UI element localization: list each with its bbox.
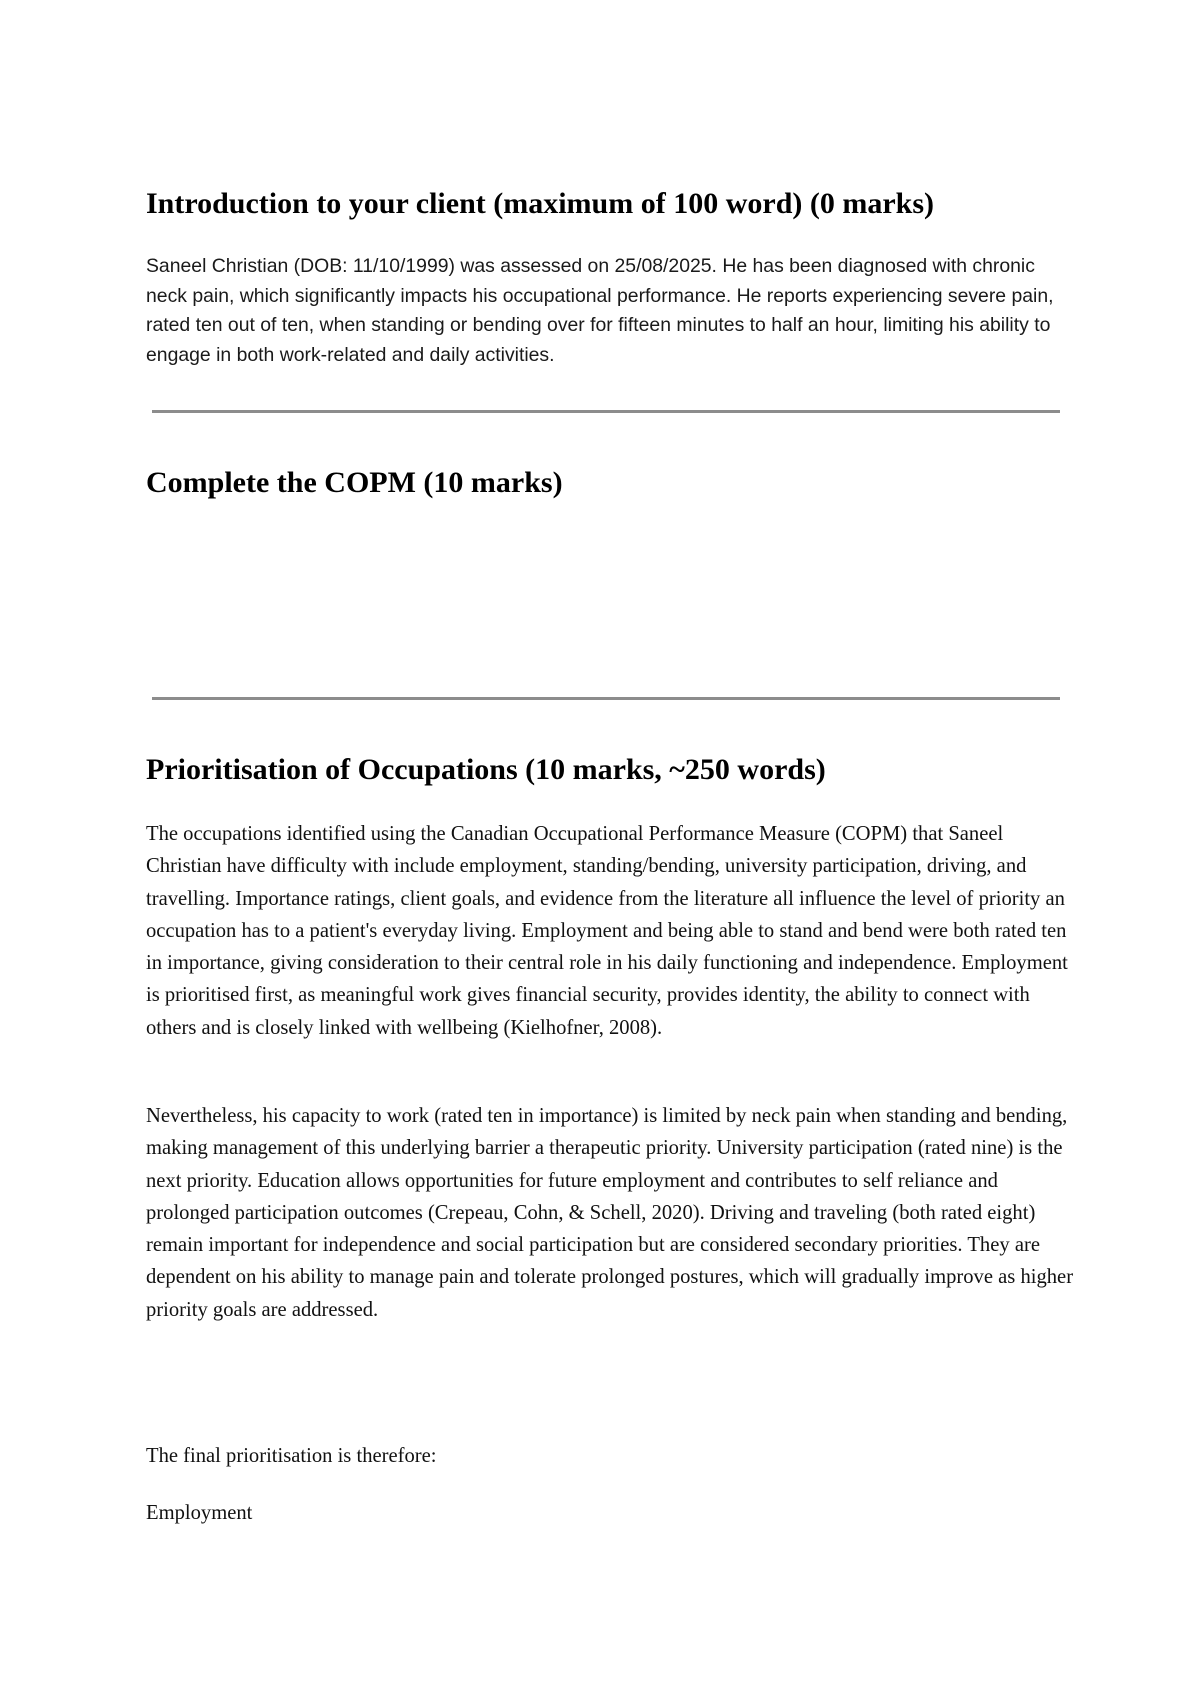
intro-heading: Introduction to your client (maximum of 100 word) (0 marks) <box>146 187 935 220</box>
final-list-item: Employment <box>146 1502 253 1524</box>
section-divider <box>152 410 1060 413</box>
section-divider <box>152 697 1060 700</box>
prioritisation-paragraph-1: The occupations identified using the Canadian Occupational Performance Measure (COPM) that Saneel Christian have difficulty with include employment, standing/bending, university participation, driving, and travelling. Importance ratings, client goals, and evidence from the literature all influence the level of priority an occupation has to a patient's everyday living. Employment and being able to stand and bend were both rated ten in importance, giving consideration to their central role in his daily functioning and independence. Employment is prioritised first, as meaningful work gives financial security, provides identity, the ability to connect with others and is closely linked with wellbeing (Kielhofner, 2008). <box>146 823 1068 1039</box>
intro-paragraph: Saneel Christian (DOB: 11/10/1999) was assessed on 25/08/2025. He has been diagnosed with chronic neck pain, which significantly impacts his occupational performance. He reports experiencing severe pain, rated ten out of ten, when standing or bending over for fifteen minutes to half an hour, limiting his ability to engage in both work-related and daily activities. <box>146 255 1054 366</box>
prioritisation-heading: Prioritisation of Occupations (10 marks, ~250 words) <box>146 753 826 786</box>
prioritisation-paragraph-2: Nevertheless, his capacity to work (rated ten in importance) is limited by neck pain when standing and bending, making management of this underlying barrier a therapeutic priority. University participation (rated nine) is the next priority. Education allows opportunities for future employment and contributes to self reliance and prolonged participation outcomes (Crepeau, Cohn, & Schell, 2020). Driving and traveling (both rated eight) remain important for independence and social participation but are considered secondary priorities. They are dependent on his ability to manage pain and tolerate prolonged postures, which will gradually improve as higher priority goals are addressed. <box>146 1105 1074 1321</box>
final-prioritisation-intro: The final prioritisation is therefore: <box>146 1445 437 1467</box>
copm-heading: Complete the COPM (10 marks) <box>146 466 563 499</box>
